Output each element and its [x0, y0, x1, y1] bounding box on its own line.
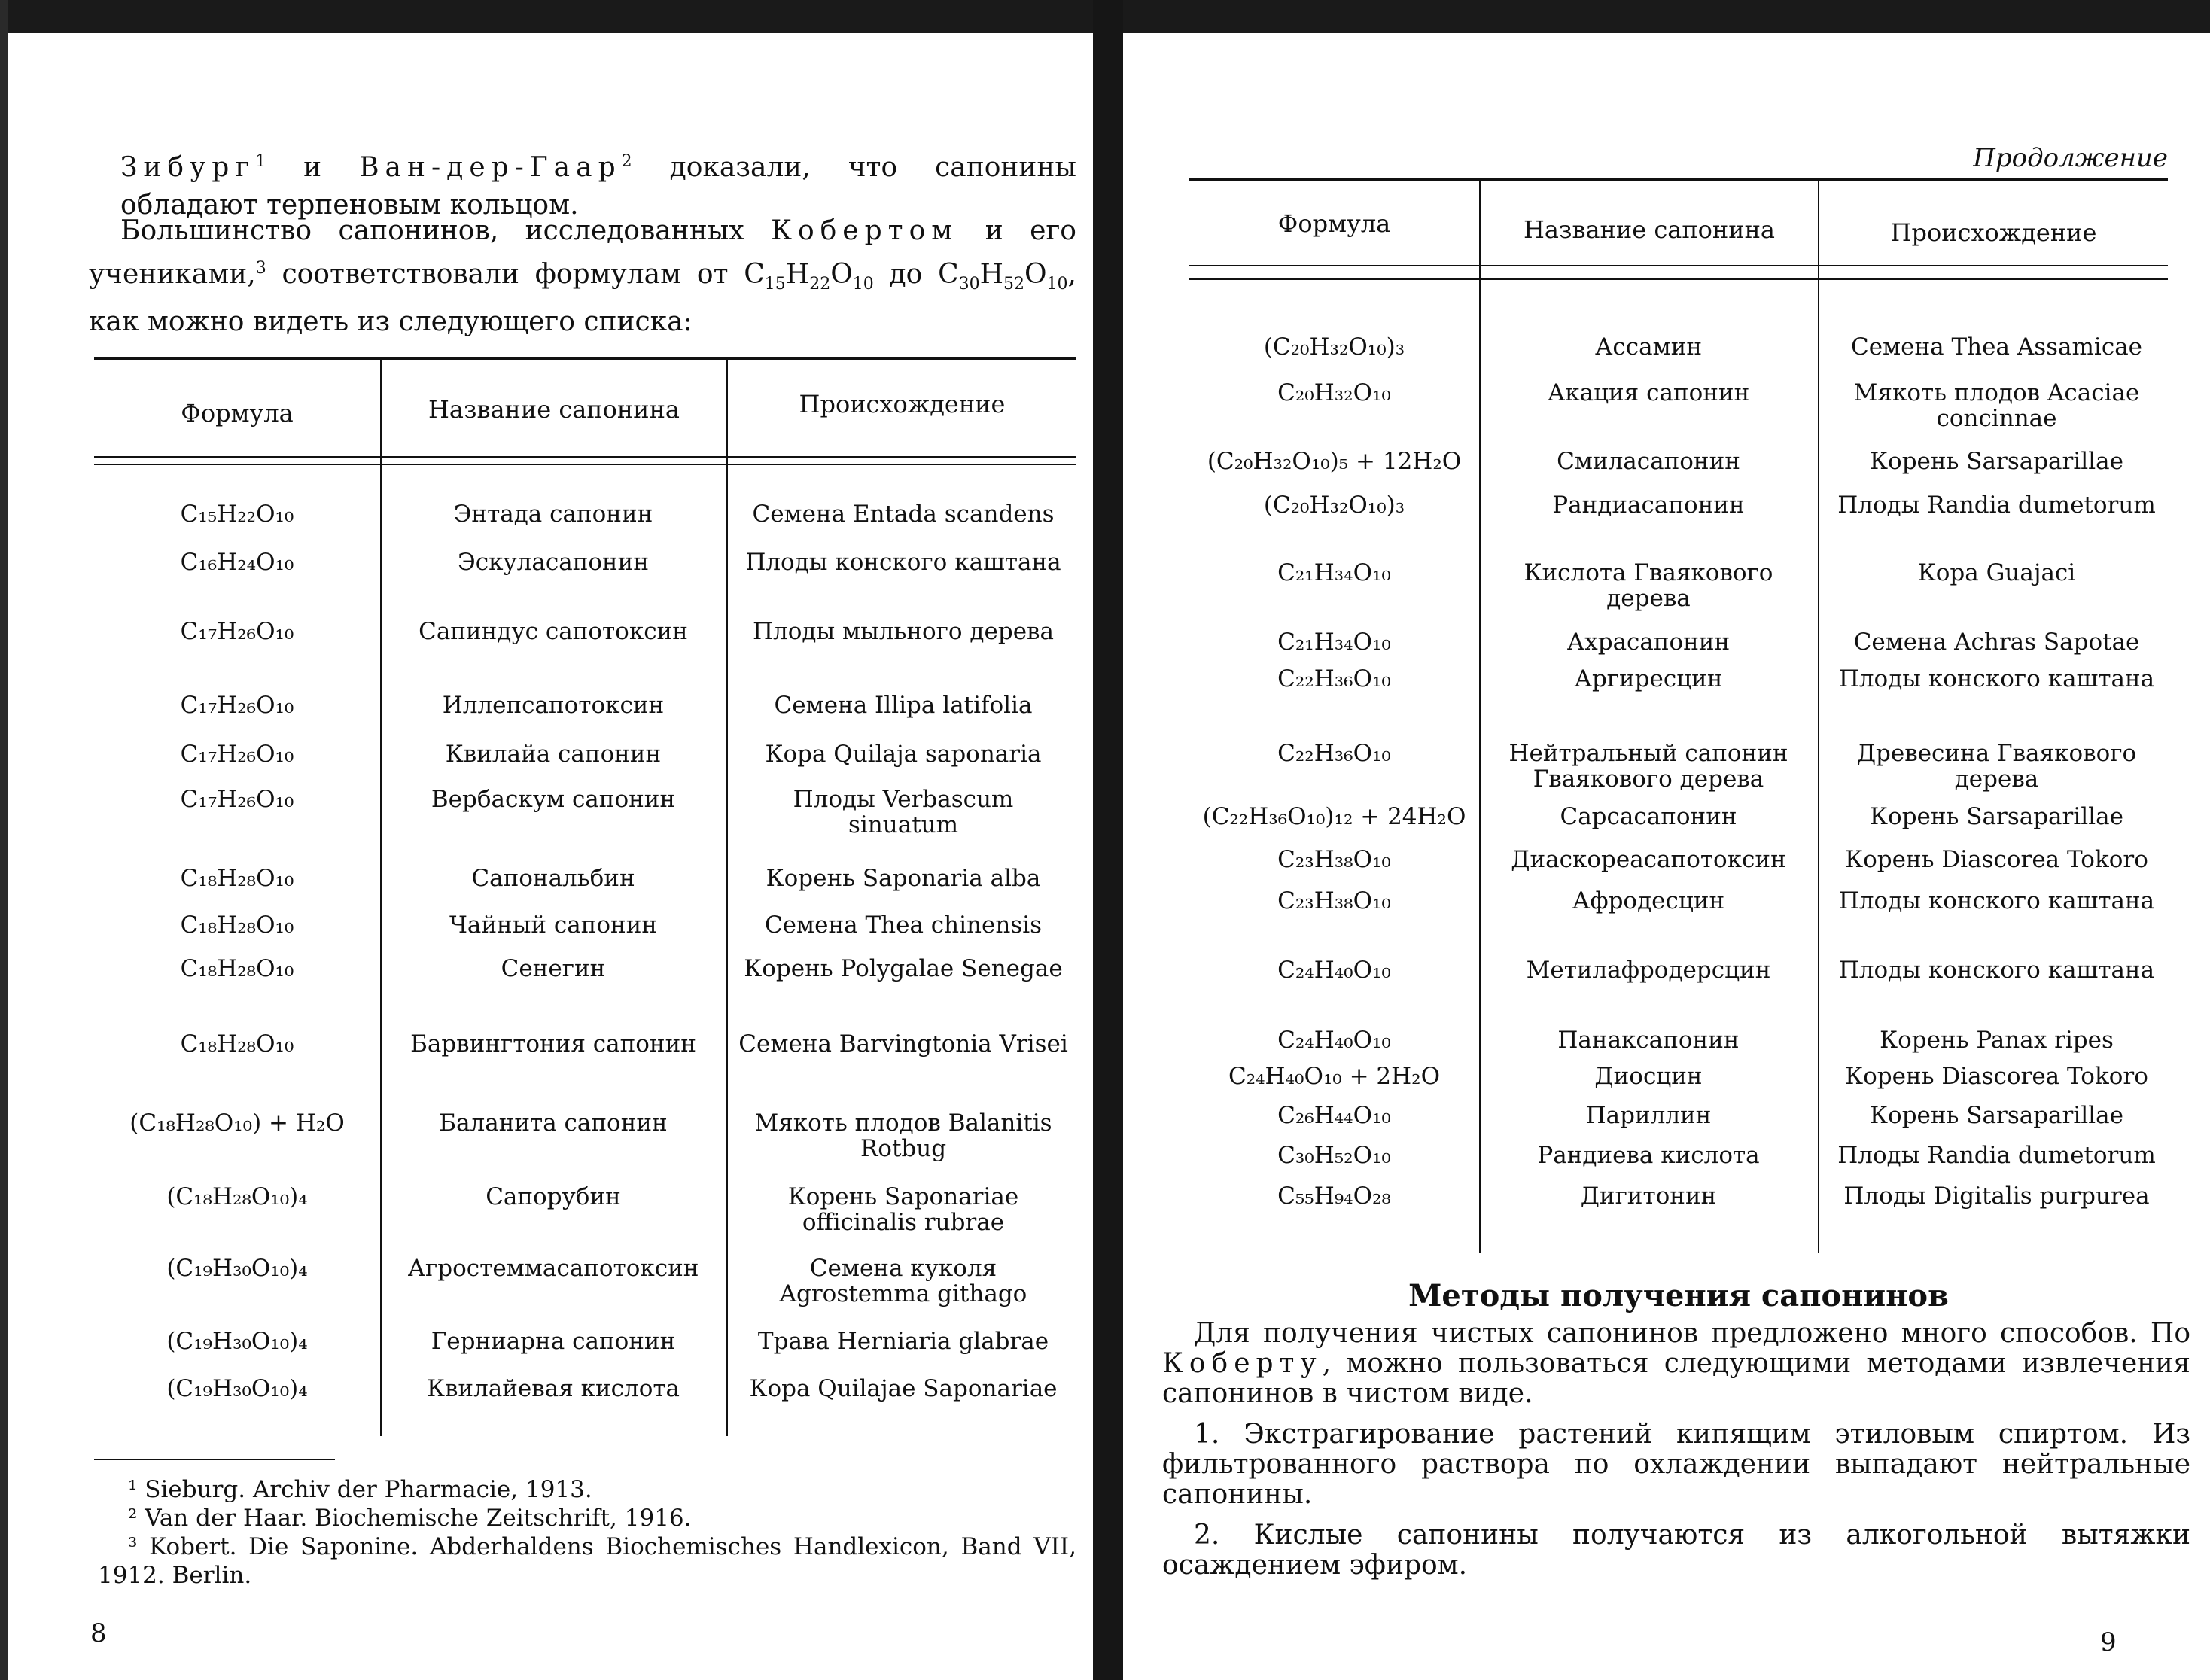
origin-cell: Корень Sarsaparillae [1870, 448, 2123, 475]
formula-cell: C₅₅H₉₄O₂₈ [1277, 1182, 1391, 1210]
footnote-2: ² Van der Haar. Biochemische Zeitschrift, 1916. [128, 1505, 692, 1532]
formula-cell: C₂₄H₄₀O₁₀ [1277, 1027, 1391, 1054]
origin-cell: Кора Quilajae Saponariae [749, 1375, 1058, 1402]
name-cell: Барвингтония сапонин [410, 1030, 696, 1058]
name-cell: Вербаскум сапонин [431, 786, 676, 813]
name-cell: Метилафродерсцин [1526, 957, 1771, 984]
formula-cell: (C₂₀H₃₂O₁₀)₃ [1263, 492, 1405, 519]
name-cell: Дигитонин [1580, 1182, 1717, 1210]
name-cell: Ассамин [1594, 333, 1703, 361]
footnote-1: ¹ Sieburg. Archiv der Pharmacie, 1913. [128, 1476, 592, 1503]
origin-cell: Семена Achras Sapotae [1853, 628, 2140, 656]
right-header-name: Название сапонина [1524, 215, 1775, 244]
formula-cell: (C₁₈H₂₈O₁₀) + H₂O [129, 1109, 345, 1137]
formula-cell: C₁₇H₂₆O₁₀ [180, 741, 294, 768]
name-cell: Баланита сапонин [439, 1109, 668, 1137]
formula-cell: C₂₂H₃₆O₁₀ [1277, 740, 1391, 767]
name-cell: Афродесцин [1572, 887, 1725, 915]
name-cell: Сарсасапонин [1560, 803, 1737, 830]
right-header-formula: Формула [1277, 209, 1391, 238]
continuation-label: Продолжение [1973, 143, 2168, 173]
formula-cell: C₂₁H₃₄O₁₀ [1277, 628, 1391, 656]
scan-left-edge [0, 0, 8, 1680]
origin-cell: Семена Thea chinensis [764, 912, 1043, 939]
origin-cell: Корень Diascorea Tokoro [1845, 846, 2148, 873]
origin-cell: Кора Guajaci [1917, 559, 2076, 586]
origin-cell: Плоды конского каштана [1838, 887, 2155, 915]
footnote-3: ³ Kobert. Die Saponine. Abderhaldens Biochemisches Handlexicon, Band VII, 1912. Berlin. [98, 1533, 1076, 1589]
formula-cell: (C₁₉H₃₀O₁₀)₄ [166, 1255, 308, 1282]
footnotes [98, 1475, 1076, 1590]
name-cell: Эскуласапонин [457, 549, 650, 576]
name-cell: Диосцин [1594, 1063, 1703, 1090]
origin-cell: Корень Sarsaparillae [1870, 1102, 2123, 1129]
formula-cell: C₂₃H₃₈O₁₀ [1277, 887, 1391, 915]
name-cell: Сапональбин [471, 865, 635, 892]
name-cell: Сапиндус сапотоксин [419, 618, 688, 645]
formula-cell: (C₂₂H₃₆O₁₀)₁₂ + 24H₂O [1202, 803, 1466, 830]
origin-cell: Семена куколя Agrostemma githago [779, 1255, 1027, 1307]
name-cell: Париллин [1585, 1102, 1712, 1129]
origin-cell: Мякоть плодов Acaciae concinnae [1853, 379, 2140, 432]
right-header-origin: Происхождение [1890, 218, 2097, 247]
origin-cell: Корень Saponaria alba [766, 865, 1041, 892]
formula-cell: C₂₄H₄₀O₁₀ [1277, 957, 1391, 984]
formula-cell: (C₁₉H₃₀O₁₀)₄ [166, 1328, 308, 1355]
name-cell: Аргиресцин [1574, 665, 1723, 692]
methods-paragraph-1: Для получения чистых сапонинов предложено много способов. По Коберту, можно пользоваться следующими методами извлечения сапонинов в чистом виде. [1162, 1318, 2190, 1409]
formula-cell: (C₂₀H₃₂O₁₀)₅ + 12H₂O [1207, 448, 1462, 475]
footnote-rule [94, 1459, 335, 1460]
left-page [23, 0, 1091, 1680]
name-cell: Смиласапонин [1557, 448, 1740, 475]
origin-cell: Плоды Digitalis purpurea [1843, 1182, 2150, 1210]
name-cell: Нейтральный сапонин Гваякового дерева [1508, 740, 1788, 793]
origin-cell: Плоды Randia dumetorum [1837, 492, 2156, 519]
formula-cell: C₃₀H₅₂O₁₀ [1277, 1142, 1391, 1169]
formula-cell: C₁₇H₂₆O₁₀ [180, 786, 294, 813]
origin-cell: Мякоть плодов Balanitis Rotbug [754, 1109, 1052, 1162]
formula-cell: C₂₃H₃₈O₁₀ [1277, 846, 1391, 873]
name-cell: Сенегин [501, 955, 606, 982]
formula-cell: C₁₇H₂₆O₁₀ [180, 618, 294, 645]
origin-cell: Плоды Randia dumetorum [1837, 1142, 2156, 1169]
page-number-left: 8 [90, 1618, 107, 1648]
name-cell: Чайный сапонин [449, 912, 658, 939]
origin-cell: Семена Entada scandens [752, 501, 1055, 528]
origin-cell: Плоды Verbascum sinuatum [793, 786, 1014, 838]
formula-cell: C₂₁H₃₄O₁₀ [1277, 559, 1391, 586]
origin-cell: Корень Panax ripes [1880, 1027, 2114, 1054]
origin-cell: Древесина Гваякового дерева [1856, 740, 2137, 793]
name-cell: Герниарна сапонин [431, 1328, 676, 1355]
name-cell: Диаскореасапотоксин [1511, 846, 1786, 873]
intro-paragraph-1: Зибург$^1$ и Ван-дер-Гаар$^2$ доказали, что сапонины обладают терпеновым кольцом. [120, 152, 1076, 221]
page-number-right: 9 [2100, 1627, 2117, 1657]
intro-paragraph-2: Большинство сапонинов, исследованных Кобертом и его учениками,$^3$ соответствовали формулам от $C_{15}H_{22}O_{10}$ до $C_{30}H_{52}O_{10}$, как можно видеть из следующего списка: [89, 215, 1076, 338]
formula-cell: (C₁₈H₂₈O₁₀)₄ [166, 1183, 308, 1210]
methods-paragraph-2: 1. Экстрагирование растений кипящим этиловым спиртом. Из фильтрованного раствора по охлаждении выпадают нейтральные сапонины. [1162, 1419, 2190, 1510]
name-cell: Квилайевая кислота [426, 1375, 680, 1402]
section-title: Методы получения сапонинов [1408, 1278, 1949, 1313]
origin-cell: Корень Polygalae Senegae [744, 955, 1063, 982]
left-header-name: Название сапонина [428, 395, 680, 424]
origin-cell: Плоды конского каштана [1838, 957, 2155, 984]
name-cell: Квилайа сапонин [445, 741, 662, 768]
formula-cell: C₂₂H₃₆O₁₀ [1277, 665, 1391, 692]
formula-cell: C₂₀H₃₂O₁₀ [1277, 379, 1391, 406]
origin-cell: Кора Quilaja saponaria [765, 741, 1042, 768]
name-cell: Ахрасапонин [1566, 628, 1731, 656]
origin-cell: Плоды конского каштана [745, 549, 1061, 576]
origin-cell: Корень Diascorea Tokoro [1845, 1063, 2148, 1090]
name-cell: Иллепсапотоксин [442, 692, 665, 719]
origin-cell: Семена Barvingtonia Vrisei [738, 1030, 1068, 1058]
formula-cell: C₁₈H₂₈O₁₀ [180, 912, 294, 939]
formula-cell: C₁₈H₂₈O₁₀ [180, 1030, 294, 1058]
origin-cell: Трава Herniaria glabrae [757, 1328, 1049, 1355]
formula-cell: C₂₆H₄₄O₁₀ [1277, 1102, 1391, 1129]
formula-cell: C₁₈H₂₈O₁₀ [180, 955, 294, 982]
name-cell: Акация сапонин [1547, 379, 1750, 406]
name-cell: Панаксапонин [1557, 1027, 1740, 1054]
formula-cell: (C₂₀H₃₂O₁₀)₃ [1263, 333, 1405, 361]
formula-cell: C₁₇H₂₆O₁₀ [180, 692, 294, 719]
name-cell: Сапорубин [486, 1183, 621, 1210]
left-header-origin: Происхождение [799, 390, 1006, 418]
name-cell: Энтада сапонин [453, 501, 653, 528]
origin-cell: Семена Illipa latifolia [774, 692, 1033, 719]
origin-cell: Плоды конского каштана [1838, 665, 2155, 692]
methods-paragraph-3: 2. Кислые сапонины получаются из алкогольной вытяжки осаждением эфиром. [1162, 1520, 2190, 1581]
name-cell: Рандиева кислота [1537, 1142, 1760, 1169]
formula-cell: C₁₈H₂₈O₁₀ [180, 865, 294, 892]
left-header-formula: Формула [181, 399, 294, 428]
name-cell: Рандиасапонин [1552, 492, 1745, 519]
formula-cell: C₁₅H₂₂O₁₀ [180, 501, 294, 528]
origin-cell: Корень Sarsaparillae [1870, 803, 2123, 830]
book-gutter [1093, 0, 1123, 1680]
formula-cell: C₂₄H₄₀O₁₀ + 2H₂O [1228, 1063, 1440, 1090]
right-page [1129, 0, 2198, 1680]
origin-cell: Корень Saponariae officinalis rubrae [787, 1183, 1019, 1236]
origin-cell: Плоды мыльного дерева [752, 618, 1054, 645]
formula-cell: C₁₆H₂₄O₁₀ [180, 549, 294, 576]
name-cell: Кислота Гваякового дерева [1524, 559, 1773, 612]
origin-cell: Семена Thea Assamicae [1850, 333, 2143, 361]
formula-cell: (C₁₉H₃₀O₁₀)₄ [166, 1375, 308, 1402]
name-cell: Агростеммасапотоксин [407, 1255, 699, 1282]
